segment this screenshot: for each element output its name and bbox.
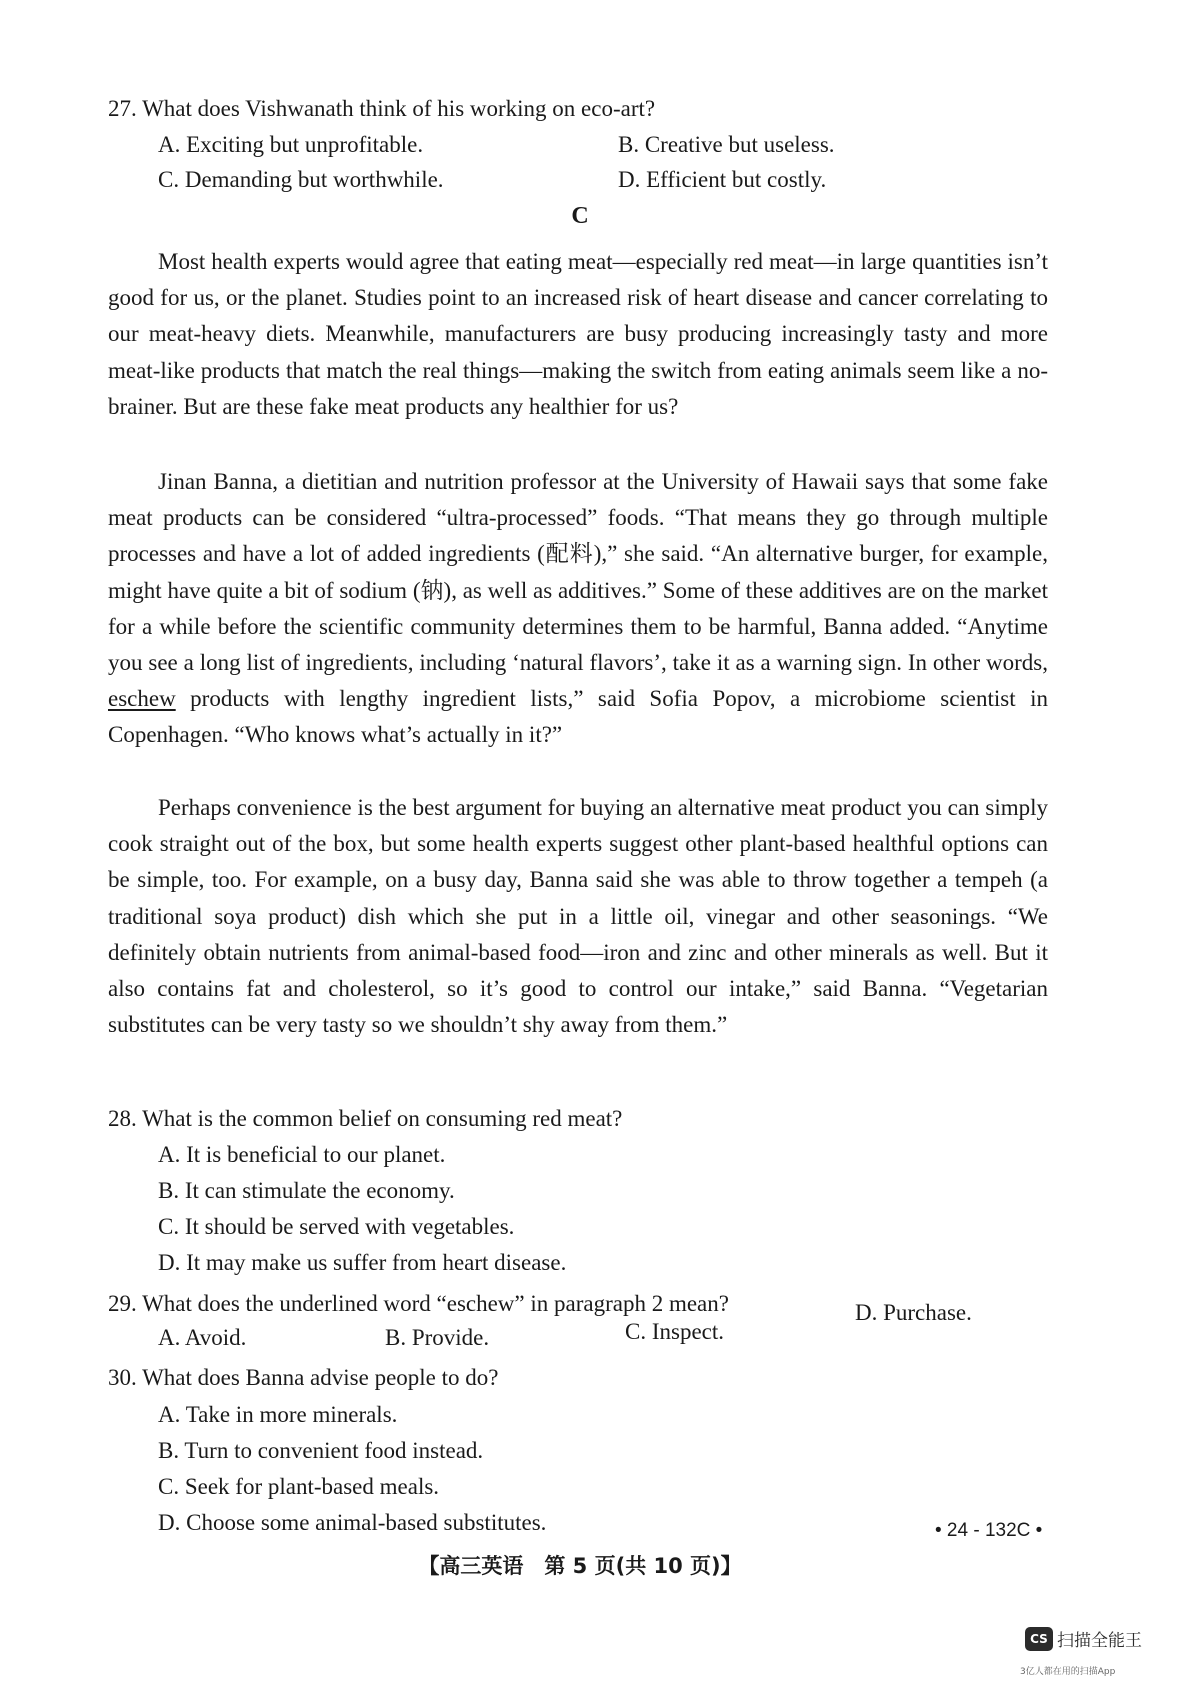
question-27-option-a: A. Exciting but unprofitable. bbox=[158, 132, 424, 157]
question-27-option-d: D. Efficient but costly. bbox=[618, 167, 827, 192]
paragraph-2-text-after: products with lengthy ingredient lists,” said Sofia Popov, a microbiome scientist in Copenhagen. “Who knows what’s actually in it?” bbox=[108, 686, 1048, 748]
passage-paragraph-2 bbox=[108, 464, 1048, 754]
page-footer: 【高三英语 第 5 页(共 10 页)】 bbox=[418, 1554, 742, 1578]
passage-paragraph-1: Most health experts would agree that eating meat—especially red meat—in large quantities isn’t good for us, or the planet. Studies point to an increased risk of heart disease and cancer correlating to our meat-heavy diets. Meanwhile, manufacturers are busy producing increasingly tasty and more meat-like products that match the real things—making the switch from eating animals seem like a no-brainer. But are these fake meat products any healthier for us? bbox=[108, 249, 1048, 419]
question-28-option-c: C. It should be served with vegetables. bbox=[158, 1214, 515, 1239]
question-30-option-d: D. Choose some animal-based substitutes. bbox=[158, 1510, 547, 1535]
scanner-tagline: 3亿人都在用的扫描App bbox=[1020, 1667, 1116, 1677]
question-28-option-a: A. It is beneficial to our planet. bbox=[158, 1142, 446, 1167]
question-30-option-b: B. Turn to convenient food instead. bbox=[158, 1438, 484, 1463]
question-29-option-c: C. Inspect. bbox=[625, 1319, 725, 1344]
underlined-word-eschew: eschew bbox=[108, 686, 176, 712]
question-28-stem: 28. What is the common belief on consuming red meat? bbox=[108, 1106, 623, 1131]
question-30-stem: 30. What does Banna advise people to do? bbox=[108, 1365, 499, 1390]
paragraph-2-text-before: Jinan Banna, a dietitian and nutrition professor at the University of Hawaii says that some fake meat products can be considered “ultra-processed” foods. “That means they go through multiple processes and have a lot of added ingredients (配料),” she said. “An alternative burger, for example, might have quite a bit of sodium (钠), as well as additives.” Some of these additives are on the market for a while before the scientific community determines them to be harmful, Banna added. “Anytime you see a long list of ingredients, including ‘natural flavors’, take it as a warning sign. In other words, bbox=[108, 469, 1048, 676]
question-27-option-c: C. Demanding but worthwhile. bbox=[158, 167, 444, 192]
scanner-watermark bbox=[1025, 1626, 1142, 1651]
question-29-option-d: D. Purchase. bbox=[855, 1300, 972, 1325]
question-29-option-b: B. Provide. bbox=[385, 1325, 490, 1350]
question-30-option-c: C. Seek for plant-based meals. bbox=[158, 1474, 440, 1499]
scanner-app-name: 扫描全能王 bbox=[1057, 1631, 1142, 1651]
question-27-stem: 27. What does Vishwanath think of his working on eco-art? bbox=[108, 96, 656, 121]
passage-paragraph-3: Perhaps convenience is the best argument for buying an alternative meat product you can simply cook straight out of the box, but some health experts suggest other plant-based healthful options can be simple, too. For example, on a busy day, Banna said she was able to throw together a tempeh (a traditional soya product) dish which she put in a little oil, vinegar and other seasonings. “We definitely obtain nutrients from animal-based food—iron and zinc and other minerals as well. But it also contains fat and cholesterol, so it’s good to control our intake,” said Banna. “Vegetarian substitutes can be very tasty so we shouldn’t shy away from them.” bbox=[108, 795, 1048, 1038]
question-28-option-d: D. It may make us suffer from heart disease. bbox=[158, 1250, 567, 1275]
camscanner-logo-icon: CS bbox=[1025, 1627, 1053, 1651]
question-30-option-a: A. Take in more minerals. bbox=[158, 1402, 398, 1427]
paper-code: • 24 - 132C • bbox=[935, 1520, 1043, 1541]
question-29-stem: 29. What does the underlined word “eschew” in paragraph 2 mean? bbox=[108, 1291, 729, 1316]
section-c-heading: C bbox=[571, 203, 589, 229]
question-28-option-b: B. It can stimulate the economy. bbox=[158, 1178, 455, 1203]
question-27-option-b: B. Creative but useless. bbox=[618, 132, 835, 157]
question-29-option-a: A. Avoid. bbox=[158, 1325, 247, 1350]
